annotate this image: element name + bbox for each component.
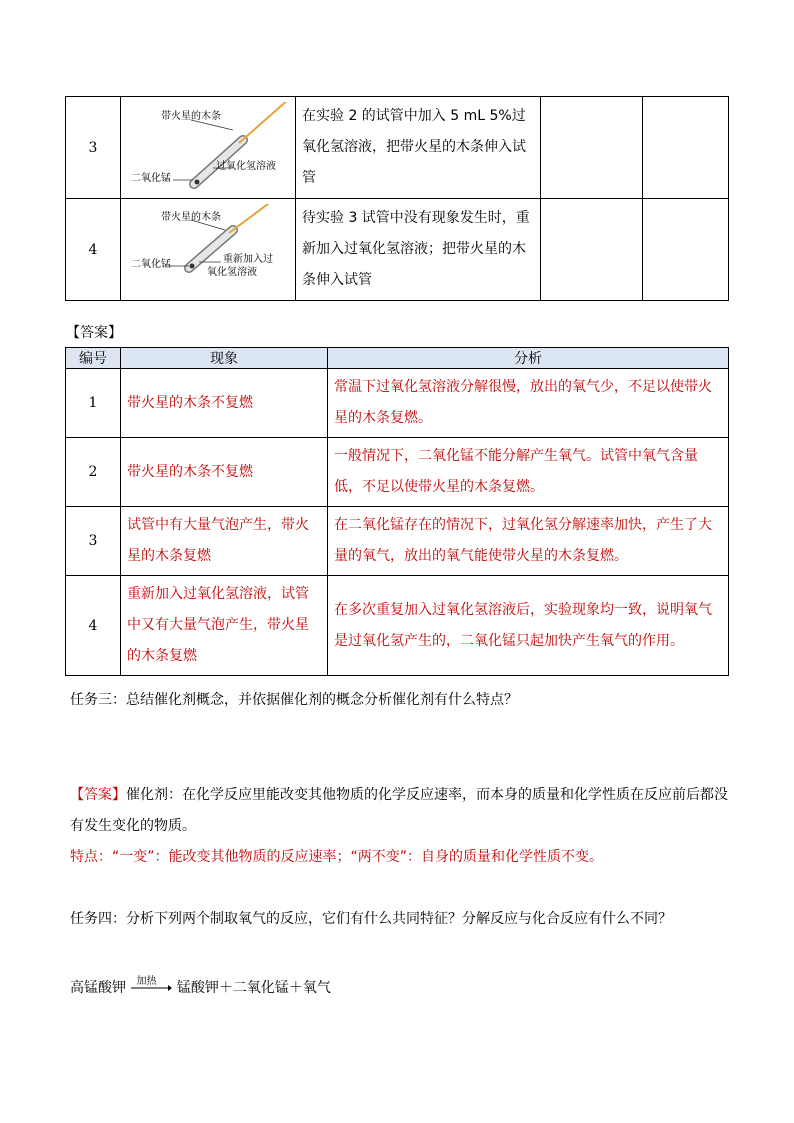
task3-question: 任务三：总结催化剂概念，并依据催化剂的概念分析催化剂有什么特点？ bbox=[70, 692, 518, 708]
analysis: 在二氧化锰存在的情况下，过氧化氢分解速率加快，产生了大量的氧气，放出的氧气能使带火星的木条复燃。 bbox=[328, 507, 729, 576]
observation-cell bbox=[541, 97, 643, 199]
answer-tag: 【答案】 bbox=[70, 787, 126, 803]
diagram-label-splint: 带火星的木条 bbox=[161, 212, 221, 223]
diagram-label-h2o2: 重新加入过 bbox=[223, 254, 273, 265]
task4-question: 任务四：分析下列两个制取氧气的反应，它们有什么共同特征？分解反应与化合反应有什么不同？ bbox=[70, 911, 672, 927]
analysis-cell bbox=[643, 199, 729, 301]
analysis: 在多次重复加入过氧化氢溶液后，实验现象均一致，说明氧气是过氧化氢产生的，二氧化锰只起加快产生氧气的作用。 bbox=[328, 576, 729, 676]
analysis: 常温下过氧化氢溶液分解很慢，放出的氧气少，不足以使带火星的木条复燃。 bbox=[328, 369, 729, 438]
row-number: 1 bbox=[66, 369, 121, 438]
answer-heading: 【答案】 bbox=[66, 325, 122, 341]
experiment-number: 4 bbox=[66, 199, 121, 301]
experiment-description: 待实验 3 试管中没有现象发生时，重新加入过氧化氢溶液；把带火星的木条伸入试管 bbox=[296, 199, 541, 301]
experiment-diagram bbox=[121, 199, 296, 301]
table-row bbox=[66, 369, 729, 438]
observation-cell bbox=[541, 199, 643, 301]
diagram-label-h2o2-line2: 氧化氢溶液 bbox=[207, 267, 257, 278]
row-number: 3 bbox=[66, 507, 121, 576]
reaction-equation bbox=[70, 973, 730, 1004]
diagram-label-mno2: 二氧化锰 bbox=[131, 173, 171, 184]
table-row bbox=[66, 576, 729, 676]
arrow-icon bbox=[130, 978, 172, 998]
catalyst-features: 特点：“一变”：能改变其他物质的反应速率；“两不变”：自身的质量和化学性质不变。 bbox=[70, 849, 604, 865]
column-header: 编号 bbox=[66, 348, 121, 369]
observation: 试管中有大量气泡产生，带火星的木条复燃 bbox=[121, 507, 328, 576]
analysis: 一般情况下，二氧化锰不能分解产生氧气。试管中氧气含量低，不足以使带火星的木条复燃。 bbox=[328, 438, 729, 507]
reaction-condition: 加热 bbox=[136, 976, 157, 987]
observation: 重新加入过氧化氢溶液，试管中又有大量气泡产生，带火星的木条复燃 bbox=[121, 576, 328, 676]
experiment-diagram bbox=[121, 97, 296, 199]
answer3-definition bbox=[70, 780, 730, 842]
table-row bbox=[66, 199, 729, 301]
reaction-arrow bbox=[130, 978, 172, 998]
answer-table bbox=[65, 347, 729, 676]
table-row bbox=[66, 438, 729, 507]
column-header: 现象 bbox=[121, 348, 328, 369]
observation: 带火星的木条不复燃 bbox=[121, 438, 328, 507]
table-header-row bbox=[66, 348, 729, 369]
diagram-label-h2o2: 过氧化氢溶液 bbox=[216, 161, 276, 172]
products: 锰酸钾＋二氧化锰＋氧气 bbox=[176, 980, 331, 996]
row-number: 2 bbox=[66, 438, 121, 507]
diagram-label-mno2: 二氧化锰 bbox=[131, 259, 171, 270]
experiment-table bbox=[65, 96, 729, 301]
table-row bbox=[66, 507, 729, 576]
analysis-cell bbox=[643, 97, 729, 199]
reactant: 高锰酸钾 bbox=[70, 980, 126, 996]
experiment-description: 在实验 2 的试管中加入 5 mL 5%过氧化氢溶液，把带火星的木条伸入试管 bbox=[296, 97, 541, 199]
experiment-number: 3 bbox=[66, 97, 121, 199]
table-row bbox=[66, 97, 729, 199]
column-header: 分析 bbox=[328, 348, 729, 369]
observation: 带火星的木条不复燃 bbox=[121, 369, 328, 438]
row-number: 4 bbox=[66, 576, 121, 676]
diagram-label-splint: 带火星的木条 bbox=[161, 111, 221, 122]
catalyst-definition: 催化剂：在化学反应里能改变其他物质的化学反应速率，而本身的质量和化学性质在反应前后都没有发生变化的物质。 bbox=[70, 787, 728, 834]
